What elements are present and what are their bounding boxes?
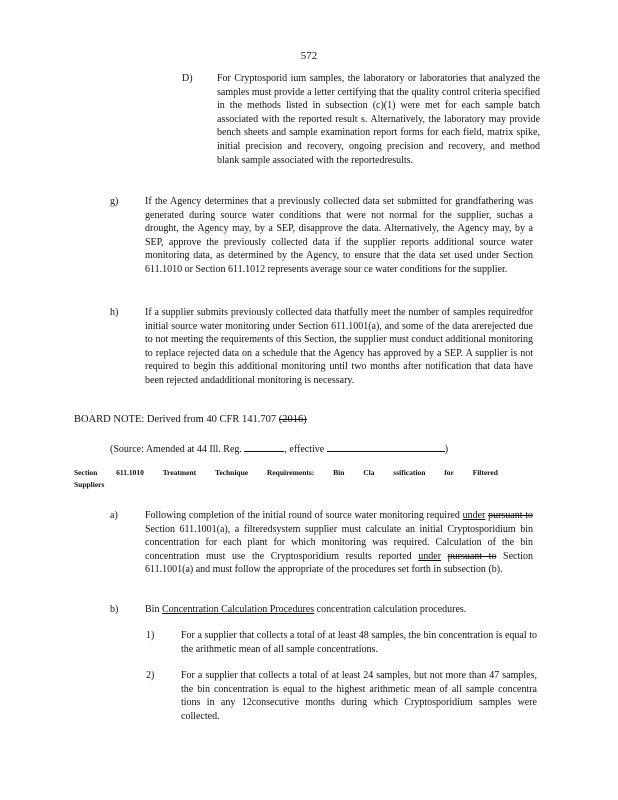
- inserted-heading: Concentration Calculation Procedures: [161, 604, 315, 615]
- heading-word: Technique: [215, 468, 249, 477]
- item-h-label: h): [110, 307, 119, 318]
- source-line: [110, 441, 448, 457]
- board-note-struck-year: (2016): [278, 414, 307, 425]
- item-d-label: D): [182, 73, 193, 84]
- heading-word: Filtered: [472, 468, 498, 477]
- section-heading-line-1: [74, 467, 498, 479]
- heading-word: Cla: [363, 468, 375, 477]
- heading-word: Bin: [333, 468, 345, 477]
- item-h-text: If a supplier submits previously collected data thatfully meet the number of samples requiredfor initial source water monitoring under Section 611.1001(a), and some of the data arerejected due to not meeting the requirements of this Section, the supplier must conduct additional monitoring to replace rejected data on a schedule that the Agency has approved by a SEP. A supplier is not required to begin this additional monitoring until two months after notification that data have been rejected andadditional monitoring is necessary.: [145, 307, 533, 386]
- heading-word: ssification: [393, 468, 426, 477]
- deleted-pursuant-to: pursuant to: [488, 510, 534, 521]
- register-volume-blank: [244, 441, 284, 452]
- item-b2-text: For a supplier that collects a total of at least 24 samples, but not more than 47 samples, the bin concentration is equal to the highest arithmetic mean of all sample concentra tions in any 12consecutive months during which Cryptosporidium samples were collected.: [181, 670, 537, 722]
- item-b-rest: concentration calculation procedures.: [314, 604, 467, 615]
- section-heading: [74, 467, 498, 491]
- source-middle: , effective: [284, 444, 325, 455]
- heading-word: for: [444, 468, 454, 477]
- inserted-under: under: [418, 550, 442, 562]
- item-a-text: [145, 509, 533, 577]
- board-note-text: BOARD NOTE: Derived from 40 CFR 141.707: [74, 414, 277, 425]
- item-a-part-1: Following completion of the initial round of source water monitoring required: [145, 510, 463, 521]
- item-b2-label: 2): [146, 670, 155, 681]
- heading-word: 611.1010: [116, 468, 144, 477]
- inserted-under: under: [462, 510, 486, 521]
- effective-date-blank: [327, 441, 445, 452]
- heading-word: Requirements:: [266, 468, 315, 477]
- item-a-part-2: Section 611.1001(a), a filteredsystem supplier must calculate an initial Cryptosporidium bin concentration for each plant for which monitoring was required. Calculation of the bin concentration must use the Cryptosporidium results reported: [145, 523, 533, 562]
- item-b1-text: For a supplier that collects a total of at least 48 samples, the bin concentration is equal to the arithmetic mean of all sample concentrations.: [181, 630, 537, 655]
- item-g-label: g): [110, 196, 119, 207]
- item-a-part-3: Section 611.1001(a) and must follow the appropriate of the procedures set forth in subsection (b).: [145, 550, 534, 576]
- item-b-label: b): [110, 604, 119, 615]
- heading-word: Treatment: [162, 468, 197, 477]
- item-g-text: If the Agency determines that a previously collected data set submitted for grandfathering was generated during source water conditions that were not normal for the supplier, suchas a drought, the Agency may, by a SEP, disapprove the data. Alternatively, the Agency may, by a SEP, approve the previously collected data if the supplier reports additional source water monitoring data, as determined by the Agency, to ensure that the data set used under Section 611.1010 or Section 611.1012 represents average sour ce water conditions for the supplier.: [145, 196, 533, 275]
- section-heading-line-2: Suppliers: [74, 480, 105, 489]
- source-prefix: (Source: Amended at 44 Ill. Reg.: [110, 444, 242, 455]
- item-d-text: For Cryptosporid ium samples, the laboratory or laboratories that analyzed the samples must provide a letter certifying that the quality control criteria specified in the methods listed in subsection (c)(1) were met for each sample batch associated with the reported result s. Alternatively, the laboratory may provide bench sheets and sample examination report forms for each field, matrix spike, initial precision and recovery, ongoing precision and recovery, and method blank sample associated with the reportedresults.: [217, 73, 540, 166]
- item-a-label: a): [110, 510, 118, 521]
- board-note: [74, 413, 307, 427]
- source-suffix: ): [444, 444, 449, 455]
- page-number: 572: [300, 50, 318, 62]
- deleted-pursuant-to: pursuant to: [447, 550, 497, 562]
- heading-word: Section: [74, 468, 98, 477]
- item-b-text: [145, 603, 533, 617]
- item-b1-label: 1): [146, 630, 155, 641]
- item-b-bin: Bin: [145, 604, 162, 615]
